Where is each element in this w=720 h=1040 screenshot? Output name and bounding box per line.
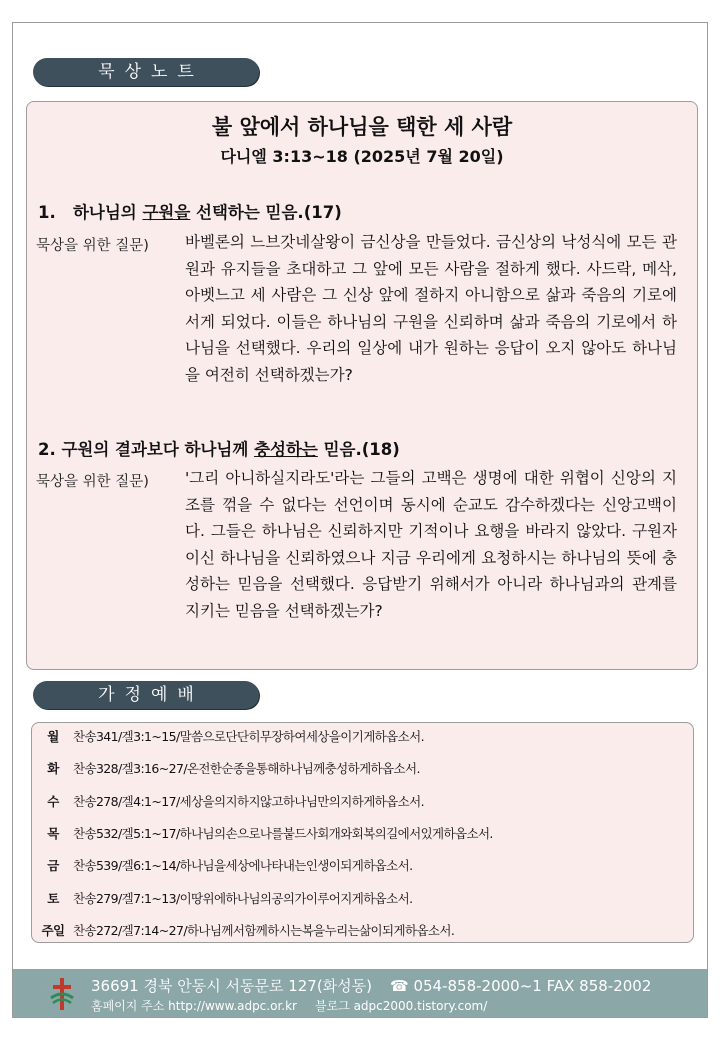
worship-row-tue — [31, 758, 694, 780]
footer-blog[interactable]: 블로그 adpc2000.tistory.com/ — [314, 999, 488, 1013]
section-heading-1-prefix: 1. 하나님의 — [38, 203, 143, 222]
question-label-1: 묵상을 위한 질문) — [36, 238, 149, 254]
question-text-2: '그리 아니하실지라도'라는 그들의 고백은 생명에 대한 위협이 신앙의 지조를 꺾을 수 없다는 선언이며 동시에 순교도 감수하겠다는 신앙고백이다. 그들은 하나님은 신뢰하지만 기적이나 요행을 바라지 않았다. 구원자이신 하나님을 신뢰하였으나 지금 우리에게 요청하시는 하나님의 뜻에 충성하는 믿음을 선택했다. 응답받기 위해서가 아니라 하나님과의 관계를 지키는 믿음을 선택하겠는가? — [185, 469, 677, 620]
day-text: 찬송328/겔3:16~27/온전한순종을통해하나님께충성하게하옵소서. — [73, 761, 420, 776]
question-text-1: 바벨론의 느브갓네살왕이 금신상을 만들었다. 금신상의 낙성식에 모든 관원과 유지들을 초대하고 그 앞에 모든 사람을 절하게 했다. 사드락, 메삭, 아벳느고 세 사람은 그 신상 앞에 절하지 아니함으로 삶과 죽음의 기로에 서게 되었다. 이들은 하나님의 구원을 신뢰하며 삶과 죽음의 기로에서 하나님을 선택했다. 우리의 일상에 내가 원하는 응답이 오지 않아도 하나님을 여전히 선택하겠는가? — [185, 233, 677, 384]
worship-row-sat — [31, 888, 694, 910]
footer-address-line — [91, 975, 651, 996]
worship-row-thu — [31, 823, 694, 845]
day-text: 찬송532/겔5:1~17/하나님의손으로나를붙드사회개와회복의길에서있게하옵소서. — [73, 826, 493, 841]
section-heading-1 — [38, 199, 342, 223]
day-label: 목 — [47, 826, 59, 841]
day-text: 찬송341/겔3:1~15/말씀으로단단히무장하여세상을이기게하옵소서. — [73, 729, 424, 744]
day-label: 화 — [47, 761, 59, 776]
meditation-note-pill: 묵상노트 — [33, 58, 259, 86]
section-heading-2 — [38, 436, 400, 460]
section-heading-2-suffix: 믿음.(18) — [317, 440, 400, 459]
day-text: 찬송539/겔6:1~14/하나님을세상에나타내는인생이되게하옵소서. — [73, 858, 413, 873]
scripture-reference: 다니엘 3:13~18 (2025년 7월 20일) — [220, 147, 504, 166]
day-text: 찬송278/겔4:1~17/세상을의지하지않고하나님만의지하게하옵소서. — [73, 794, 424, 809]
section-heading-1-suffix: 선택하는 믿음.(17) — [190, 203, 342, 222]
worship-row-sun — [31, 920, 694, 942]
footer-phone: ☎ 054-858-2000~1 FAX 858-2002 — [390, 977, 652, 995]
day-label: 주일 — [41, 923, 65, 938]
day-label: 토 — [47, 891, 59, 906]
worship-row-mon — [31, 726, 694, 748]
day-label: 수 — [47, 794, 59, 809]
day-label: 금 — [47, 858, 59, 873]
worship-row-fri — [31, 855, 694, 877]
church-cross-logo-icon — [48, 976, 76, 1012]
day-text: 찬송272/겔7:14~27/하나님께서함께하시는복을누리는삶이되게하옵소서. — [73, 923, 455, 938]
worship-row-wed — [31, 791, 694, 813]
day-label: 월 — [47, 729, 59, 744]
footer-web-line — [91, 997, 487, 1014]
day-text: 찬송279/겔7:1~13/이땅위에하나님의공의가이루어지게하옵소서. — [73, 891, 413, 906]
footer-homepage[interactable]: 홈페이지 주소 http://www.adpc.or.kr — [91, 999, 297, 1013]
page-title: 불 앞에서 하나님을 택한 세 사람 — [211, 115, 513, 139]
family-worship-pill: 가정예배 — [33, 681, 259, 709]
question-label-2: 묵상을 위한 질문) — [36, 474, 149, 490]
section-heading-1-underlined: 구원을 — [142, 203, 191, 222]
footer-address: 36691 경북 안동시 서동문로 127(화성동) — [91, 977, 373, 995]
section-heading-2-underlined: 충성하는 — [254, 440, 318, 459]
section-heading-2-prefix: 2. 구원의 결과보다 하나님께 — [38, 440, 255, 459]
